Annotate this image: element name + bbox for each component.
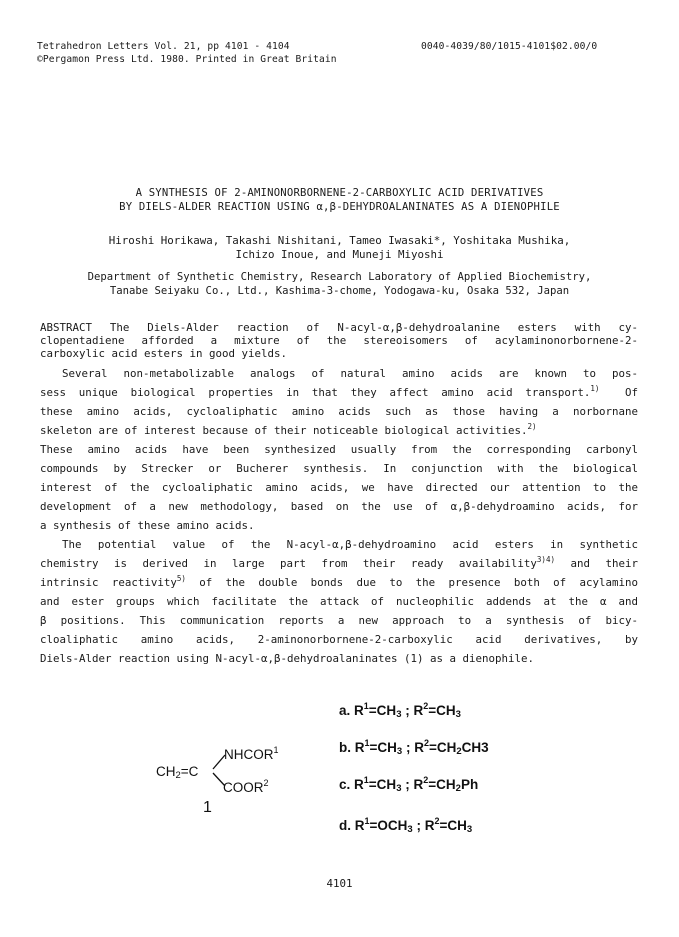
r2-value: =CH (428, 703, 456, 718)
r1-name: R (354, 703, 364, 718)
r2-sup: 2 (434, 816, 440, 826)
journal-citation: Tetrahedron Letters Vol. 21, pp 4101 - 4104 (37, 41, 290, 52)
substituent-label: a. (339, 703, 351, 718)
p2-line-3 (40, 573, 638, 593)
r1-sup: 1 (363, 701, 369, 711)
r2-sub: 2 (455, 783, 461, 794)
r2-name: R (424, 818, 435, 833)
r2-value: =CH (439, 818, 467, 833)
p1-line-2 (40, 383, 638, 403)
p2-line-2 (40, 554, 638, 574)
r2-sub: 3 (455, 709, 461, 720)
separator: ; (401, 703, 414, 718)
ch-text: CH (156, 764, 176, 779)
p2-line-4: and ester groups which facilitate the attack of nucleophilic addends at the α and (40, 595, 638, 608)
authors-line-2: Ichizo Inoue, and Muneji Miyoshi (235, 248, 444, 261)
r2-name: R (414, 740, 424, 755)
r2-sub: 3 (466, 824, 473, 835)
r1-value: =OCH (369, 818, 408, 833)
affiliation-line-2: Tanabe Seiyaku Co., Ltd., Kashima-3-chome, Yodogawa-ku, Osaka 532, Japan (109, 285, 570, 297)
r1-superscript: 1 (273, 745, 279, 755)
separator: ; (401, 777, 414, 792)
p1-line-9: a synthesis of these amino acids. (40, 519, 255, 532)
r2-value: =CH (428, 777, 456, 792)
reference-2: 2) (527, 422, 537, 431)
title-line-2: BY DIELS-ALDER REACTION USING α,β-DEHYDROALANINATES AS A DIENOPHILE (119, 201, 560, 213)
reference-5: 5) (176, 574, 186, 583)
abstract-line-2: clopentadiene afforded a mixture of the stereoisomers of acylaminonorbornene-2- (40, 334, 638, 347)
p2-line-5: β positions. This communication reports a new approach to a synthesis of bicy- (40, 614, 638, 627)
publisher-line: ©Pergamon Press Ltd. 1980. Printed in Great Britain (37, 54, 337, 65)
p1-line-4 (40, 421, 537, 441)
structure-nhcor-group (224, 747, 279, 762)
p1-line-2-text: sess unique biological properties in that they affect amino acid transport. (40, 386, 591, 399)
reference-3-4: 3)4) (536, 555, 555, 564)
r1-sub: 3 (396, 783, 402, 794)
r1-value: =CH (369, 740, 397, 755)
r2-name: R (413, 777, 424, 792)
article-code: 0040-4039/80/1015-4101$02.00/0 (421, 41, 598, 52)
separator: ; (402, 740, 415, 755)
p1-line-8: development of a new methodology, based on the use of α,β-dehydroamino acids, for (40, 500, 638, 513)
p2-line-1: The potential value of the N-acyl-α,β-dehydroamino acid esters in synthetic (62, 538, 638, 551)
p2-line-2-tail: and their (570, 557, 638, 570)
reference-1: 1) (590, 384, 600, 393)
r2-sup: 2 (423, 738, 429, 748)
r1-value: =CH (368, 703, 397, 718)
upper-bond (213, 755, 225, 769)
p1-line-4-text: skeleton are of interest because of their noticeable biological activities. (40, 424, 528, 437)
r1-sup: 1 (363, 775, 369, 785)
r1-sub: 3 (407, 824, 413, 835)
p1-line-2-tail: Of (624, 386, 638, 399)
r1-name: R (354, 818, 365, 833)
p1-line-5: These amino acids have been synthesized usually from the corresponding carbonyl (40, 443, 638, 456)
r2-name: R (413, 703, 424, 718)
r2-sup: 2 (423, 701, 429, 711)
abstract-line-3: carboxylic acid esters in good yields. (40, 347, 288, 360)
structure-coor-group (223, 780, 269, 795)
double-bond-carbon: =C (180, 764, 199, 779)
substituent-label: b. (339, 740, 351, 755)
ch2-subscript: 2 (175, 770, 181, 781)
structure-ch2-group (156, 764, 198, 779)
title-line-1: A SYNTHESIS OF 2-AMINONORBORNENE-2-CARBOXYLIC ACID DERIVATIVES (135, 187, 544, 199)
r2-sup: 2 (423, 775, 429, 785)
r2-tail: Ph (460, 777, 479, 792)
substituent-c (339, 777, 478, 792)
r1-name: R (354, 740, 365, 755)
r1-sub: 3 (396, 709, 402, 720)
p1-line-1: Several non-metabolizable analogs of natural amino acids are known to pos- (62, 367, 638, 380)
p2-line-3-text: intrinsic reactivity (40, 576, 177, 589)
nhcor-text: NHCOR (224, 747, 274, 762)
abstract-line-1: ABSTRACT The Diels-Alder reaction of N-acyl-α,β-dehydroalanine esters with cy- (40, 321, 638, 334)
r2-superscript: 2 (263, 778, 269, 788)
substituent-a (339, 703, 461, 718)
p1-line-3: these amino acids, cycloaliphatic amino acids such as those having a norbornane (40, 405, 638, 418)
substituent-label: c. (339, 777, 351, 792)
r1-sub: 3 (396, 746, 403, 757)
compound-number: 1 (203, 799, 212, 816)
r1-sup: 1 (364, 738, 370, 748)
authors-line-1: Hiroshi Horikawa, Takashi Nishitani, Tameo Iwasaki*, Yoshitaka Mushika, (108, 234, 571, 247)
r2-tail: CH3 (461, 740, 489, 755)
r1-sup: 1 (364, 816, 370, 826)
r2-sub: 2 (456, 746, 462, 757)
p2-line-3-tail: of the double bonds due to the presence both of acylamino (199, 576, 638, 589)
page-number: 4101 (326, 877, 353, 890)
r2-value: =CH (428, 740, 457, 755)
p2-line-6: cloaliphatic amino acids, 2-aminonorbornene-2-carboxylic acid derivatives, by (40, 633, 638, 646)
substituent-d (339, 818, 472, 833)
substituent-b (339, 740, 489, 755)
substituent-label: d. (339, 818, 351, 833)
p2-line-2-text: chemistry is derived in large part from their ready availability (40, 557, 537, 570)
separator: ; (412, 818, 425, 833)
lower-bond (213, 773, 225, 786)
structure-bonds (210, 752, 228, 790)
coor-text: COOR (223, 780, 264, 795)
r1-value: =CH (368, 777, 397, 792)
r1-name: R (354, 777, 364, 792)
affiliation-line-1: Department of Synthetic Chemistry, Research Laboratory of Applied Biochemistry, (87, 271, 592, 283)
p1-line-6: compounds by Strecker or Bucherer synthesis. In conjunction with the biological (40, 462, 638, 475)
p1-line-7: interest of the cycloaliphatic amino acids, we have directed our attention to the (40, 481, 638, 494)
p2-line-7: Diels-Alder reaction using N-acyl-α,β-dehydroalaninates (1) as a dienophile. (40, 652, 535, 665)
